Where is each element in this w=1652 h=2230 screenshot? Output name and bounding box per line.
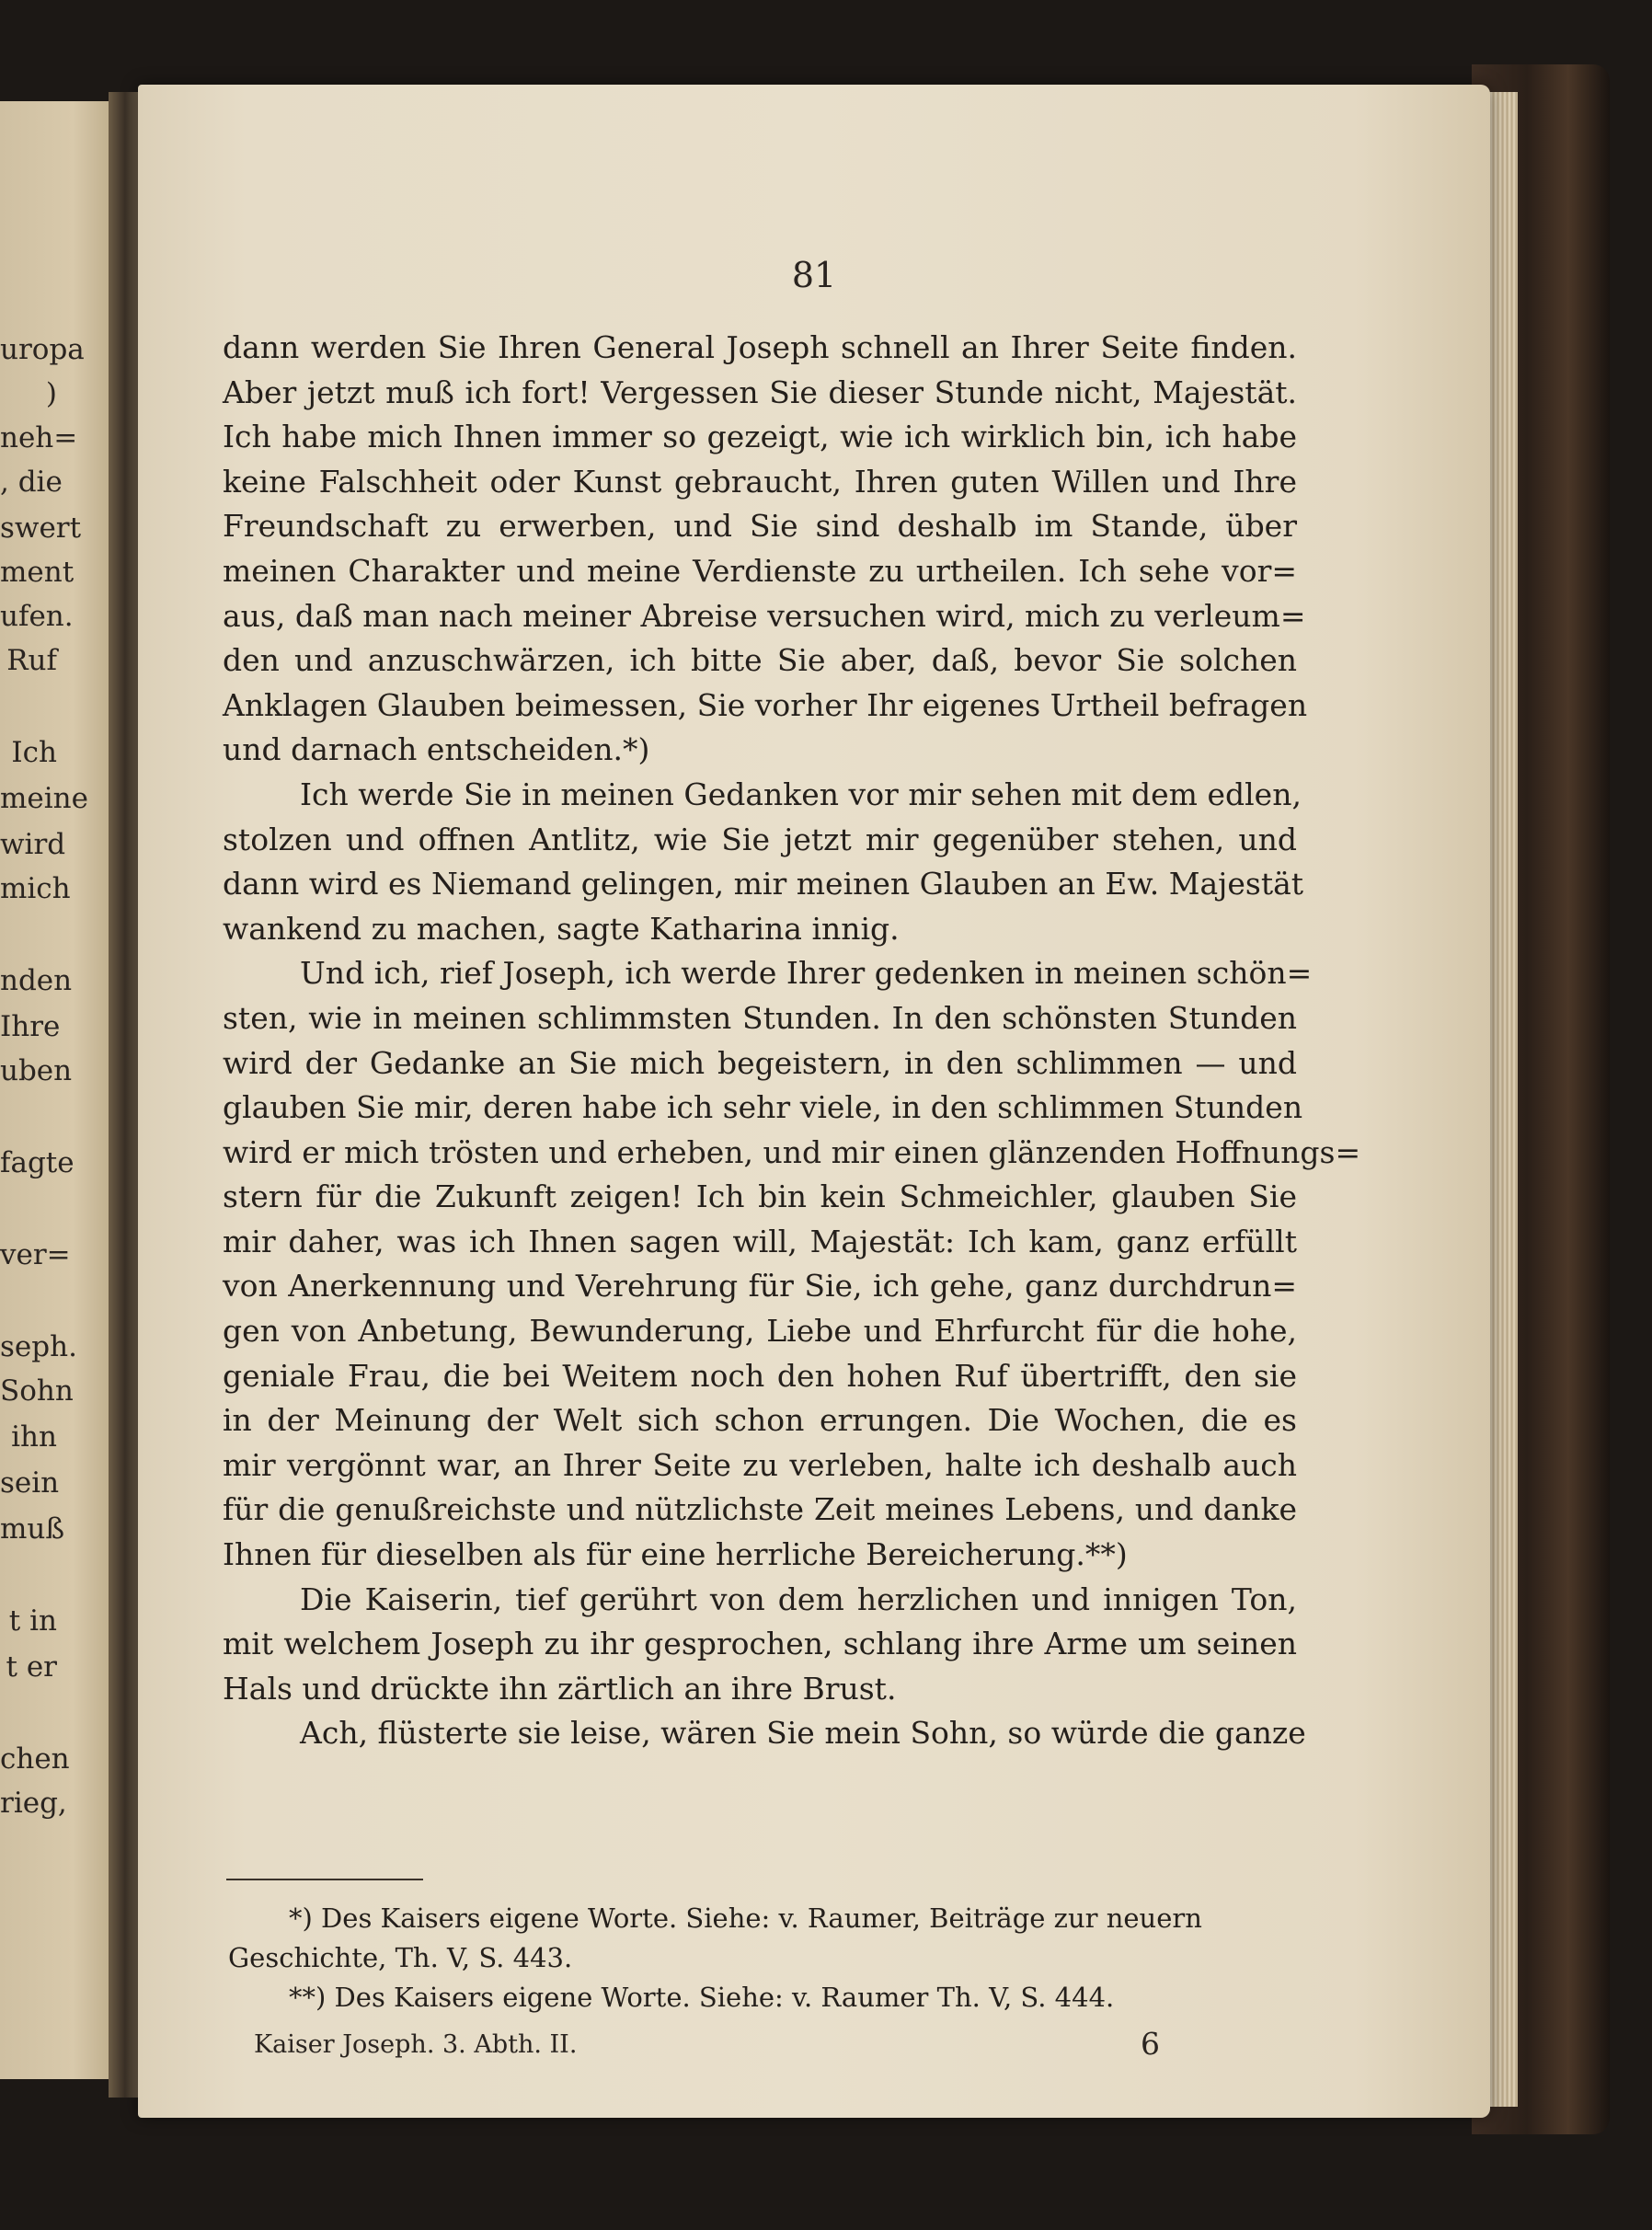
footnote-line: *) Des Kaisers eigene Worte. Siehe: v. Raumer, Beiträge zur neuern: [289, 1902, 1202, 1934]
text-line: Die Kaiserin, tief gerührt von dem herzlichen und innigen Ton,: [300, 1581, 1297, 1617]
text-line: und darnach entscheiden.*): [223, 731, 650, 768]
facing-page-fragment: sein: [0, 1466, 60, 1500]
text-line: geniale Frau, die bei Weitem noch den hohen Ruf übertrifft, den sie: [223, 1357, 1297, 1394]
facing-page-fragment: ment: [0, 556, 75, 589]
footnotes: [228, 1899, 1299, 2017]
facing-page-fragment: Ich: [11, 736, 57, 769]
text-line: in der Meinung der Welt sich schon errungen. Die Wochen, die es: [223, 1402, 1297, 1439]
facing-page-fragment: swert: [0, 512, 82, 545]
text-line: wankend zu machen, sagte Katharina innig.: [223, 910, 900, 947]
facing-page-fragment: meine: [0, 782, 88, 815]
text-line: keine Falschheit oder Kunst gebraucht, Ihren guten Willen und Ihre: [223, 463, 1297, 500]
facing-page-fragment: rieg,: [0, 1787, 67, 1820]
text-line: von Anerkennung und Verehrung für Sie, ich gehe, ganz durchdrun=: [223, 1268, 1297, 1305]
facing-page-fragment: fagte: [0, 1146, 75, 1179]
facing-page-fragment: ihn: [11, 1420, 57, 1454]
text-line: Freundschaft zu erwerben, und Sie sind deshalb im Stande, über: [223, 508, 1297, 545]
text-line: meinen Charakter und meine Verdienste zu urtheilen. Ich sehe vor=: [223, 552, 1297, 589]
text-line: mit welchem Joseph zu ihr gesprochen, schlang ihre Arme um seinen: [223, 1626, 1297, 1662]
printer-signature: Kaiser Joseph. 3. Abth. II.: [254, 2030, 578, 2059]
facing-page-fragment: ): [45, 377, 57, 410]
text-line: Ach, flüsterte sie leise, wären Sie mein Sohn, so würde die ganze: [300, 1715, 1306, 1752]
text-line: wird er mich trösten und erheben, und mir einen glänzenden Hoffnungs=: [223, 1133, 1361, 1170]
footnote-line: **) Des Kaisers eigene Worte. Siehe: v. Raumer Th. V, S. 444.: [289, 1982, 1115, 2013]
text-line: für die genußreichste und nützlichste Zeit meines Lebens, und danke: [223, 1491, 1297, 1528]
facing-page-fragment: seph.: [0, 1330, 77, 1363]
text-line: aus, daß man nach meiner Abreise versuchen wird, mich zu verleum=: [223, 597, 1306, 634]
book-page: [138, 85, 1490, 2118]
footnote-divider: [226, 1879, 423, 1880]
facing-page-fragment: Sohn: [0, 1374, 74, 1408]
facing-page-fragment: uben: [0, 1054, 73, 1087]
text-line: Ihnen für dieselben als für eine herrliche Bereicherung.**): [223, 1536, 1128, 1573]
facing-page-fragment: , die: [0, 466, 63, 499]
body-text: [223, 326, 1361, 1756]
text-line: wird der Gedanke an Sie mich begeistern, in den schlimmen — und: [223, 1044, 1297, 1081]
text-line: dann werden Sie Ihren General Joseph schnell an Ihrer Seite finden.: [223, 329, 1297, 365]
text-line: Und ich, rief Joseph, ich werde Ihrer gedenken in meinen schön=: [300, 955, 1313, 992]
text-line: mir daher, was ich Ihnen sagen will, Majestät: Ich kam, ganz erfüllt: [223, 1223, 1297, 1259]
facing-page-fragment: uropa: [0, 333, 85, 366]
facing-page-fragment: neh=: [0, 421, 78, 454]
facing-page-fragment: t in: [8, 1604, 57, 1638]
text-line: gen von Anbetung, Bewunderung, Liebe und Ehrfurcht für die hohe,: [223, 1313, 1297, 1350]
text-line: stern für die Zukunft zeigen! Ich bin kein Schmeichler, glauben Sie: [223, 1178, 1297, 1215]
facing-page-fragment: wird: [0, 828, 66, 861]
text-line: den und anzuschwärzen, ich bitte Sie aber, daß, bevor Sie solchen: [223, 642, 1297, 679]
text-line: Ich werde Sie in meinen Gedanken vor mir sehen mit dem edlen,: [300, 776, 1302, 812]
facing-page-fragment: ufen.: [0, 600, 74, 633]
text-line: dann wird es Niemand gelingen, mir meinen Glauben an Ew. Majestät: [223, 866, 1304, 902]
facing-page-fragment: muß: [0, 1512, 65, 1546]
facing-page-fragment: Ihre: [0, 1010, 61, 1043]
facing-page-fragment: nden: [0, 964, 73, 997]
text-line: glauben Sie mir, deren habe ich sehr viele, in den schlimmen Stunden: [223, 1089, 1303, 1126]
facing-page-fragment: t er: [6, 1650, 57, 1684]
text-line: Ich habe mich Ihnen immer so gezeigt, wie ich wirklich bin, ich habe: [223, 419, 1297, 455]
text-line: Aber jetzt muß ich fort! Vergessen Sie dieser Stunde nicht, Majestät.: [223, 374, 1297, 410]
signature-number: 6: [1141, 2026, 1160, 2062]
facing-page-fragment: chen: [0, 1742, 70, 1776]
text-line: Anklagen Glauben beimessen, Sie vorher Ihr eigenes Urtheil befragen: [223, 686, 1308, 723]
text-line: mir vergönnt war, an Ihrer Seite zu verleben, halte ich deshalb auch: [223, 1446, 1297, 1483]
page-number: 81: [791, 255, 837, 295]
facing-page: [0, 101, 121, 2079]
facing-page-fragment: Ruf: [6, 644, 57, 677]
text-line: Hals und drückte ihn zärtlich an ihre Brust.: [223, 1670, 897, 1707]
footnote-line: Geschichte, Th. V, S. 443.: [228, 1942, 573, 1973]
facing-page-fragment: mich: [0, 872, 71, 905]
text-line: sten, wie in meinen schlimmsten Stunden. In den schönsten Stunden: [223, 999, 1297, 1036]
text-line: stolzen und offnen Antlitz, wie Sie jetzt mir gegenüber stehen, und: [223, 821, 1297, 857]
facing-page-fragment: ver=: [0, 1238, 71, 1271]
